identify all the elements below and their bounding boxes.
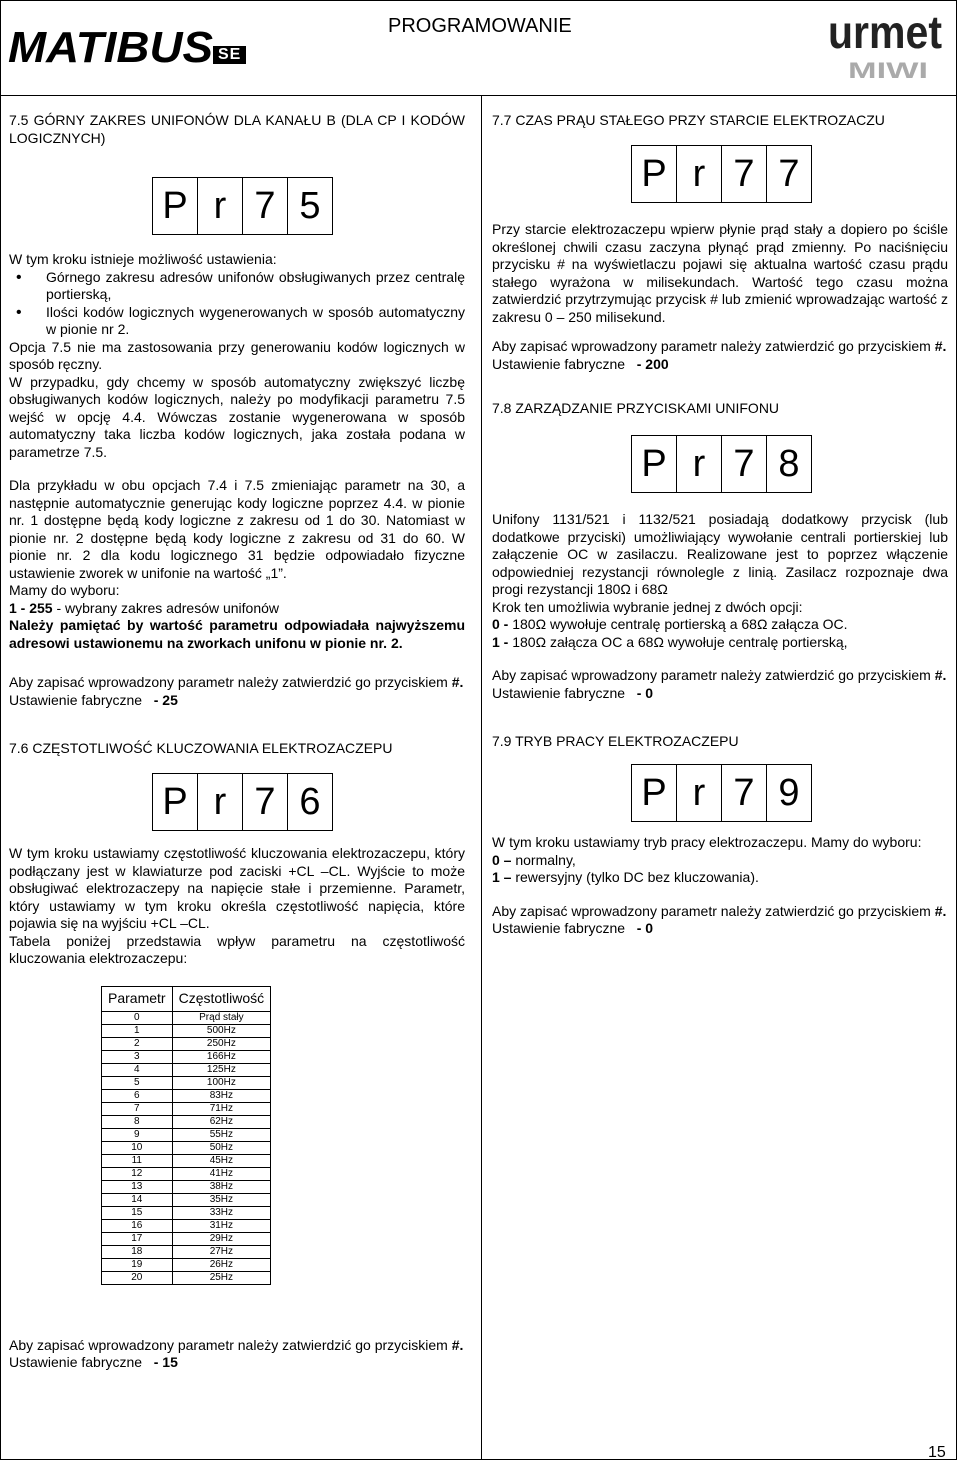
option-value: 1 – <box>492 869 512 885</box>
table-cell-frequency: 41Hz <box>172 1167 271 1180</box>
section-7-8-opt1 <box>492 634 948 652</box>
list-item: • Ilości kodów logicznych wygenerowanych w sposób automatyczny w pionie nr 2. <box>46 304 465 339</box>
range-text: - wybrany zakres adresów unifonów <box>52 599 280 616</box>
display-digit: r <box>676 765 721 821</box>
save-text: Aby zapisać wprowadzony parametr należy zatwierdzić go przyciskiem <box>492 338 935 354</box>
display-digit: 7 <box>721 765 766 821</box>
table-cell-parameter: 10 <box>102 1141 173 1154</box>
table-cell-parameter: 0 <box>102 1011 173 1024</box>
range-value: 1 - 255 <box>9 599 53 616</box>
table-cell-parameter: 7 <box>102 1102 173 1115</box>
page-number: 15 <box>928 1444 946 1461</box>
save-text: Aby zapisać wprowadzony parametr należy zatwierdzić go przyciskiem <box>492 902 935 919</box>
factory-value: - 0 <box>636 920 654 936</box>
display-pr76 <box>152 773 333 831</box>
section-7-5-intro: W tym kroku istnieje możliwość ustawienia: <box>9 251 277 267</box>
table-row <box>102 1037 271 1050</box>
section-7-5-heading: 7.5 GÓRNY ZAKRES UNIFONÓW DLA KANAŁU B (DLA CP I KODÓW LOGICZNYCH) <box>9 112 465 146</box>
display-digit: r <box>197 774 242 830</box>
table-cell-frequency: 62Hz <box>172 1115 271 1128</box>
section-7-9-save <box>492 903 948 921</box>
section-7-9-opt1 <box>492 869 948 887</box>
factory-label: Ustawienie fabryczne <box>9 1354 143 1370</box>
table-cell-frequency: 27Hz <box>172 1245 271 1258</box>
table-row <box>102 1063 271 1076</box>
table-cell-parameter: 19 <box>102 1258 173 1271</box>
table-cell-frequency: 250Hz <box>172 1037 271 1050</box>
table-cell-parameter: 4 <box>102 1063 173 1076</box>
section-7-5-p1: Opcja 7.5 nie ma zastosowania przy generowaniu kodów logicznych w sposób ręczny. <box>9 338 465 372</box>
table-row <box>102 1050 271 1063</box>
urmet-logo-text: urmet <box>828 6 942 58</box>
table-cell-parameter: 13 <box>102 1180 173 1193</box>
section-7-8-heading: 7.8 ZARZĄDZANIE PRZYCISKAMI UNIFONU <box>492 400 780 416</box>
section-7-6-p2: Tabela poniżej przedstawia wpływ parametru na częstotliwość kluczowania elektrozaczepu: <box>9 932 465 966</box>
table-cell-frequency: 100Hz <box>172 1076 271 1089</box>
table-row <box>102 1115 271 1128</box>
hash-key: #. <box>934 667 947 683</box>
table-cell-parameter: 12 <box>102 1167 173 1180</box>
display-digit: r <box>676 146 721 202</box>
table-cell-parameter: 6 <box>102 1089 173 1102</box>
display-pr78 <box>631 435 812 493</box>
factory-label: Ustawienie fabryczne <box>9 691 143 708</box>
table-cell-frequency: 166Hz <box>172 1050 271 1063</box>
save-text: Aby zapisać wprowadzony parametr należy zatwierdzić go przyciskiem <box>492 667 935 683</box>
table-cell-frequency: 29Hz <box>172 1232 271 1245</box>
table-cell-parameter: 3 <box>102 1050 173 1063</box>
hash-key: #. <box>934 338 947 354</box>
factory-value: - 15 <box>153 1354 178 1370</box>
table-cell-parameter: 1 <box>102 1024 173 1037</box>
table-row <box>102 1258 271 1271</box>
matibus-logo-text: MATIBUS <box>8 23 213 70</box>
table-cell-frequency: 26Hz <box>172 1258 271 1271</box>
save-text: Aby zapisać wprowadzony parametr należy zatwierdzić go przyciskiem <box>9 1336 452 1353</box>
display-digit: 5 <box>287 178 332 234</box>
section-7-8-p2: Krok ten umożliwia wybranie jednej z dwóch opcji: <box>492 598 803 615</box>
factory-value: - 0 <box>636 684 654 701</box>
section-7-5-note: Należy pamiętać by wartość parametru odpowiadała najwyższemu adresowi ustawionemu na zworkach unifonu w pionie nr. 2. <box>9 617 465 651</box>
factory-value: - 200 <box>636 355 669 372</box>
table-cell-frequency: 125Hz <box>172 1063 271 1076</box>
section-7-8-factory <box>492 685 948 703</box>
table-row <box>102 1193 271 1206</box>
table-row <box>102 1011 271 1024</box>
table-cell-frequency: 500Hz <box>172 1024 271 1037</box>
table-cell-frequency: 25Hz <box>172 1271 271 1284</box>
section-7-6-save <box>9 1337 465 1355</box>
option-text: rewersyjny (tylko DC bez kluczowania). <box>511 869 759 885</box>
table-row <box>102 1167 271 1180</box>
table-header: Częstotliwość <box>172 986 271 1011</box>
display-digit: 7 <box>721 146 766 202</box>
table-cell-frequency: Prąd stały <box>172 1011 271 1024</box>
section-7-7-p1: Przy starcie elektrozaczepu wpierw płynie prąd stały a dopiero po ściśle określonej chwili czasu zaczyna płynąć prąd zmienny. Po naciśnięciu przycisku # na wyświetlaczu pojawi się aktualna wartość czasu prądu stałego wyrażona w milisekundach. Wartość tego czasu można zatwierdzić przytrzymując przycisk # lub zmienić wprowadzając wartość z zakresu 0 – 250 milisekund. <box>492 221 948 325</box>
table-cell-frequency: 55Hz <box>172 1128 271 1141</box>
hash-key: #. <box>934 902 947 919</box>
table-cell-parameter: 9 <box>102 1128 173 1141</box>
hash-key: #. <box>451 674 464 690</box>
table-cell-parameter: 2 <box>102 1037 173 1050</box>
section-7-8-p1: Unifony 1131/521 i 1132/521 posiadają dodatkowy przycisk (lub dodatkowe przyciski) umożliwiający wywołanie centrali portierskiej lub załączenie OC w zasilaczu. Realizowane jest to poprzez włączenie odpowiedniej rezystancji równolegle z linią. Zasilacz rozpoznaje dwa progi rezystancji 180Ω i 68Ω <box>492 511 948 597</box>
section-7-7-factory <box>492 356 948 374</box>
table-cell-parameter: 20 <box>102 1271 173 1284</box>
display-digit: 7 <box>766 146 811 202</box>
display-digit: r <box>197 178 242 234</box>
display-digit: 7 <box>242 178 287 234</box>
list-item: • Górnego zakresu adresów unifonów obsługiwanych przez centralę portierską, <box>46 269 465 304</box>
option-value: 0 – <box>492 851 512 868</box>
page-title: PROGRAMOWANIE <box>388 15 572 37</box>
factory-label: Ustawienie fabryczne <box>492 355 626 372</box>
section-7-7-save <box>492 338 948 356</box>
section-7-9-p1: W tym kroku ustawiamy tryb pracy elektrozaczepu. Mamy do wyboru: <box>492 834 922 850</box>
table-cell-frequency: 31Hz <box>172 1219 271 1232</box>
table-row <box>102 1180 271 1193</box>
section-7-5-p2: W przypadku, gdy chcemy w sposób automatyczny zwiększyć liczbę obsługiwanych kodów logicznych, należy po modyfikacji parametru 7.5 wejść w opcję 4.4. Wówczas zostanie wygenerowana w sposób automatyczny taka liczba kodów logicznych, jaka została podana w parametrze 7.5. <box>9 373 465 460</box>
factory-label: Ustawienie fabryczne <box>492 920 626 936</box>
table-cell-frequency: 35Hz <box>172 1193 271 1206</box>
table-row <box>102 1141 271 1154</box>
save-text: Aby zapisać wprowadzony parametr należy zatwierdzić go przyciskiem <box>9 674 452 690</box>
section-7-5-save <box>9 674 465 692</box>
section-7-9-opt0 <box>492 852 948 870</box>
table-cell-parameter: 18 <box>102 1245 173 1258</box>
table-row <box>102 1089 271 1102</box>
section-7-5-list <box>9 269 465 339</box>
display-digit: r <box>676 436 721 492</box>
table-cell-parameter: 8 <box>102 1115 173 1128</box>
table-row <box>102 1024 271 1037</box>
table-row <box>102 1102 271 1115</box>
left-column <box>9 111 465 1372</box>
option-text: 180Ω wywołuje centralę portierską a 68Ω załącza OC. <box>508 616 848 632</box>
display-pr75 <box>152 177 333 235</box>
section-7-6-heading: 7.6 CZĘSTOTLIWOŚĆ KLUCZOWANIA ELEKTROZACZEPU <box>9 740 393 756</box>
table-row <box>102 1271 271 1284</box>
column-divider <box>481 95 482 1460</box>
hash-key: #. <box>451 1336 464 1353</box>
table-cell-parameter: 11 <box>102 1154 173 1167</box>
section-7-5-p4: Mamy do wyboru: <box>9 582 120 598</box>
table-cell-frequency: 83Hz <box>172 1089 271 1102</box>
section-7-5-factory <box>9 692 465 710</box>
table-cell-frequency: 33Hz <box>172 1206 271 1219</box>
page-header <box>0 0 957 96</box>
section-7-6-p1: W tym kroku ustawiamy częstotliwość kluczowania elektrozaczepu, który podłączany jest w klawiaturze pod zaciski +CL –CL. Wyjście to może obsługiwać elektrozaczepy na napięcie stałe i przemienne. Parametr, który ustawiamy w tym kroku określa częstotliwość napięcia, które pojawia się na wyjściu +CL –CL. <box>9 845 465 931</box>
table-cell-frequency: 50Hz <box>172 1141 271 1154</box>
display-digit: 9 <box>766 765 811 821</box>
option-value: 1 - <box>492 633 509 650</box>
option-text: normalny, <box>511 851 576 868</box>
option-text: 180Ω załącza OC a 68Ω wywołuje centralę portierską, <box>508 633 848 650</box>
matibus-logo-sub: SE <box>213 46 246 64</box>
table-cell-parameter: 5 <box>102 1076 173 1089</box>
option-value: 0 - <box>492 616 509 632</box>
table-cell-parameter: 16 <box>102 1219 173 1232</box>
section-7-9-heading: 7.9 TRYB PRACY ELEKTROZACZEPU <box>492 733 739 749</box>
display-digit: 6 <box>287 774 332 830</box>
section-7-8-opt0 <box>492 616 948 634</box>
display-digit: 7 <box>242 774 287 830</box>
display-digit: P <box>162 185 188 227</box>
display-digit: P <box>162 781 188 823</box>
display-pr77 <box>631 145 812 203</box>
display-digit: P <box>641 443 667 485</box>
table-cell-frequency: 45Hz <box>172 1154 271 1167</box>
display-digit: P <box>641 772 667 814</box>
table-row <box>102 1232 271 1245</box>
table-row <box>102 1154 271 1167</box>
factory-value: - 25 <box>153 691 178 708</box>
display-digit: 8 <box>766 436 811 492</box>
table-row <box>102 1219 271 1232</box>
table-row <box>102 1245 271 1258</box>
section-7-5-p3: Dla przykładu w obu opcjach 7.4 i 7.5 zmieniając parametr na 30, a następnie automatycznie generując kody logiczne poprzez 4.4. w pionie nr. 1 dostępne będą kody logiczne z zakresu od 1 do 30. Natomiast w pionie nr. 2 dostępne będą kody logiczne z zakresu od 31 do 60. W pionie nr. 2 dla kodu logicznego 31 będzie odpowiadało fizyczne ustawienie zworek w unifonie na wartość „1”. <box>9 477 465 581</box>
frequency-table <box>101 986 271 1285</box>
section-7-7-heading: 7.7 CZAS PRĄU STAŁEGO PRZY STARCIE ELEKTROZACZU <box>492 112 885 128</box>
table-row <box>102 1128 271 1141</box>
table-cell-frequency: 71Hz <box>172 1102 271 1115</box>
table-cell-frequency: 38Hz <box>172 1180 271 1193</box>
display-pr79 <box>631 764 812 822</box>
miwi-logo-text: MIWI <box>848 58 928 83</box>
factory-label: Ustawienie fabryczne <box>492 684 626 701</box>
display-digit: P <box>641 153 667 195</box>
display-digit: 7 <box>721 436 766 492</box>
table-cell-parameter: 17 <box>102 1232 173 1245</box>
section-7-6-factory <box>9 1354 465 1372</box>
section-7-9-factory <box>492 920 948 938</box>
right-column <box>492 111 948 938</box>
section-7-5-range <box>9 600 465 618</box>
table-cell-parameter: 15 <box>102 1206 173 1219</box>
section-7-8-save <box>492 667 948 685</box>
table-cell-parameter: 14 <box>102 1193 173 1206</box>
table-header: Parametr <box>102 986 173 1011</box>
urmet-miwi-logo <box>826 4 946 84</box>
table-row <box>102 1206 271 1219</box>
table-row <box>102 1076 271 1089</box>
